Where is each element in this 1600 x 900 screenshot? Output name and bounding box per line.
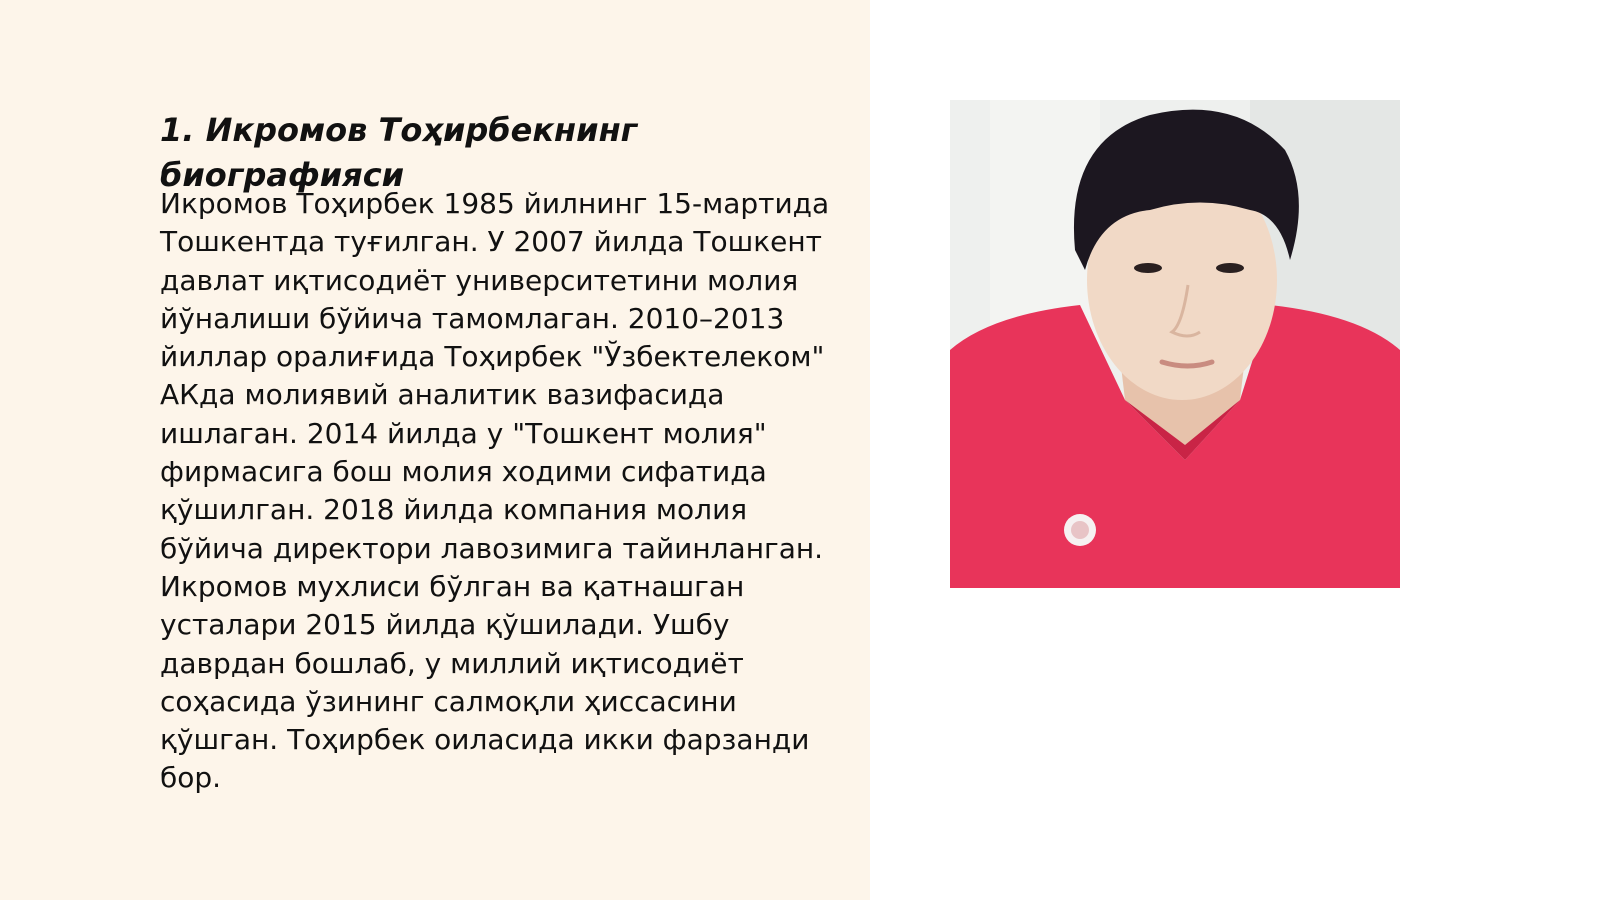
- portrait-photo: [950, 100, 1400, 588]
- slide-title: 1. Икромов Тоҳирбекнинг биографияси: [160, 111, 638, 194]
- portrait-illustration: [950, 100, 1400, 588]
- biography-text: Икромов Тоҳирбек 1985 йилнинг 15-мартида Тошкентда туғилган. У 2007 йилда Тошкент давлат иқтисодиёт университетини молия йўналиши бўйича тамомлаган. 2010–2013 йиллар оралиғида Тоҳирбек "Ўзбектелеком" АКда молиявий аналитик вазифасида ишлаган. 2014 йилда у "Тошкент молия" фирмасига бош молия ходими сифатида қўшилган. 2018 йилда компания молия бўйича директори лавозимига тайинланган. Икромов мухлиси бўлган ва қатнашган усталари 2015 йилда қўшилади. Ушбу даврдан бошлаб, у миллий иқтисодиёт соҳасида ўзининг салмоқли ҳиссасини қўшган. Тоҳирбек оиласида икки фарзанди бор.: [160, 187, 830, 795]
